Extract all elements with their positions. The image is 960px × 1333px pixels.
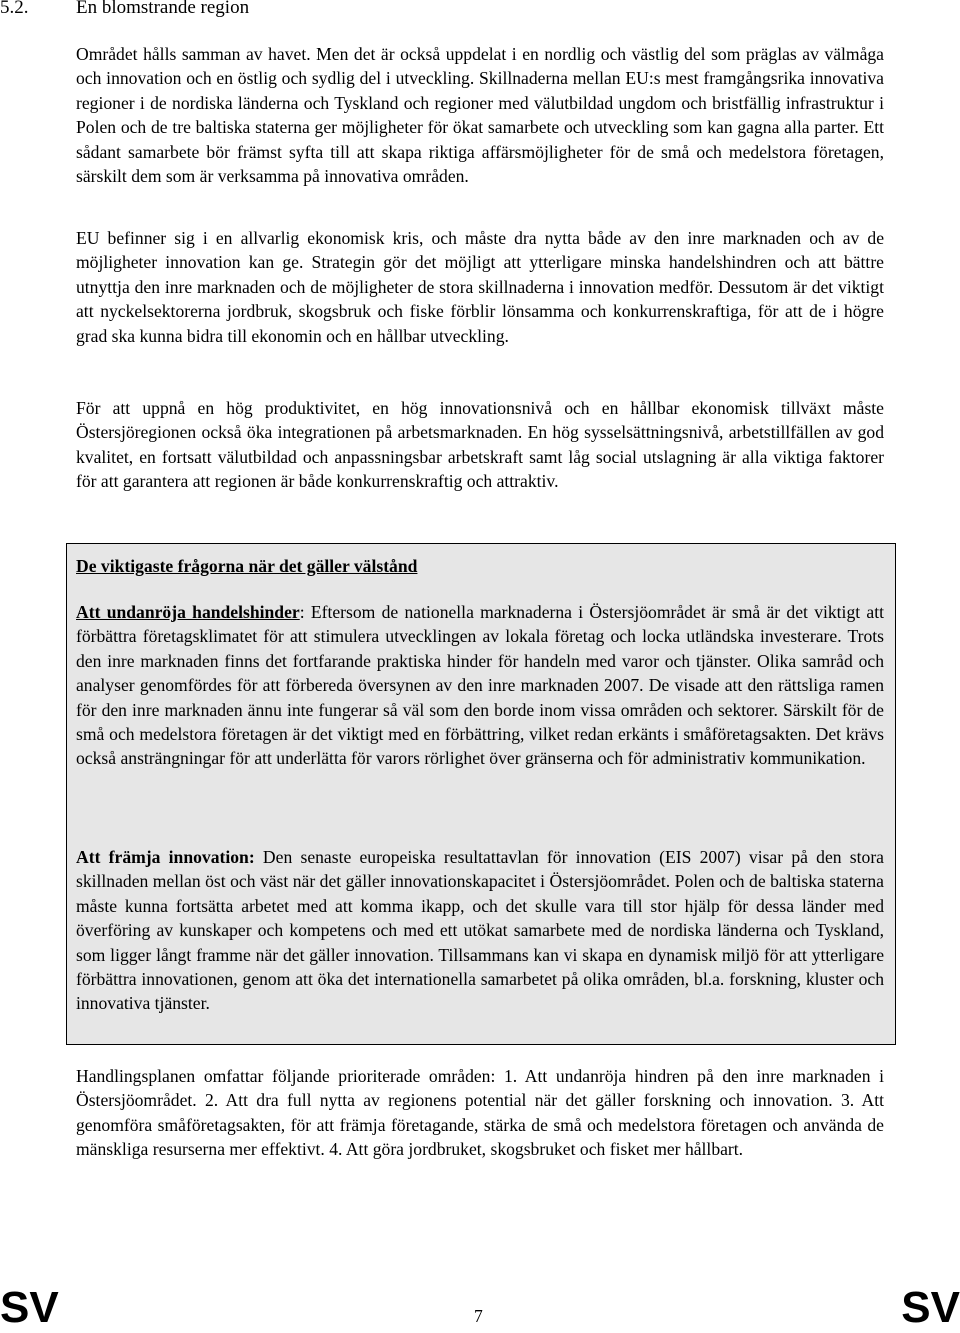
paragraph-2: EU befinner sig i en allvarlig ekonomisk kris, och måste dra nytta både av den inre marknaden och av de möjligheter innovation kan ge. Strategin gör det möjligt att ytterligare minska handelshindren och att bättre utnyttja den inre marknaden och de möjligheter de stora skillnaderna i innovation medför. Dessutom är det viktigt att nyckelsektorerna jordbruk, skogsbruk och fiske förblir lönsamma och konkurrenskraftiga, för att de i högre grad ska kunna bidra till ekonomin och en hållbar utveckling. (76, 228, 884, 346)
box-item-trade-barriers (76, 600, 884, 771)
box-item-1-lead: Att undanröja handelshinder (76, 602, 300, 622)
closing-paragraph: Handlingsplanen omfattar följande prioriterade områden: 1. Att undanröja hindren på den inre marknaden i Östersjöområdet. 2. Att dra full nytta av regionens potential när det gäller forskning och innovation. 3. Att genomföra småföretagsakten, för att främja företagande, stärka de små och medelstora företagen och använda de mänskliga resurserna mer effektivt. 4. Att göra jordbruket, skogsbruket och fisket mer hållbart. (76, 1066, 884, 1160)
box-item-2-lead: Att främja innovation: (76, 847, 255, 867)
section-number: 5.2. (0, 0, 29, 18)
box-item-2-text: Den senaste europeiska resultattavlan för innovation (EIS 2007) visar på den stora skillnaden mellan öst och väst när det gäller innovationskapacitet i Östersjöområdet. Polen och de baltiska staterna måste kunna fortsätta arbetet med att komma ikapp, och det skulle vara till stor hjälp för dessa länder med överföring av kunskaper och kompetens och med ett utökat samarbete med de nordiska länderna och Tyskland, som ligger långt framme när det gäller innovation. Tillsammans kan vi skapa en dynamisk miljö för att ytterligare förbättra innovationen, genom att öka det internationella samarbetet på olika områden, bl.a. forskning, kluster och innovativa tjänster. (76, 847, 884, 1014)
footer-language-right: SV (901, 1283, 960, 1332)
box-item-innovation (76, 845, 884, 1016)
footer-language-left: SV (0, 1283, 59, 1332)
section-title: En blomstrande region (76, 0, 250, 18)
box-item-1-colon: : (299, 602, 305, 622)
key-issues-box (66, 543, 896, 1045)
paragraph-1: Området hålls samman av havet. Men det är också uppdelat i en nordlig och västlig del som präglas av välmåga och innovation och en östlig och sydlig del i utveckling. Skillnaderna mellan EU:s mest framgångsrika innovativa regioner i de nordiska länderna och Tyskland och regioner med välutbildad ungdom och bristfällig infrastruktur i Polen och de tre baltiska staterna ger möjligheter för ökat samarbete och utveckling som kan gagna alla parter. Ett sådant samarbete bör främst syfta till att skapa riktiga affärsmöjligheter för de små och medelstora företagen, särskilt dem som är verksamma på innovativa områden. (76, 44, 884, 187)
box-title: De viktigaste frågorna när det gäller välstånd (76, 556, 418, 576)
box-item-1-text: Eftersom de nationella marknaderna i Östersjöområdet är små är det viktigt att förbättra företagsklimatet för att stimulera utvecklingen av lokala företag och locka utländska investerare. Trots den inre marknaden finns det fortfarande praktiska hinder för handeln med varor och tjänster. Olika samråd och analyser genomfördes för att förbereda översynen av den inre marknaden 2007. De visade att den rättsliga ramen för den inre marknaden ännu inte fungerar så väl som den borde inom vissa områden och sektorer. Särskilt för de små och medelstora företagen är det viktigt med en förbättring, vilket redan erkänts i småföretagsakten. Det krävs också ansträngningar för att underlätta för varors rörlighet över gränserna och för administrativ kommunikation. (76, 602, 884, 769)
page-number: 7 (474, 1306, 483, 1326)
section-heading (0, 0, 250, 22)
paragraph-3: För att uppnå en hög produktivitet, en hög innovationsnivå och en hållbar ekonomisk tillväxt måste Östersjöregionen också öka integrationen på arbetsmarknaden. En hög sysselsättningsnivå, arbetstillfällen av god kvalitet, en fortsatt välutbildad och anpassningsbar arbetskraft samt låg social utslagning är alla viktiga faktorer för att garantera att regionen är både konkurrenskraftig och attraktiv. (76, 398, 884, 492)
